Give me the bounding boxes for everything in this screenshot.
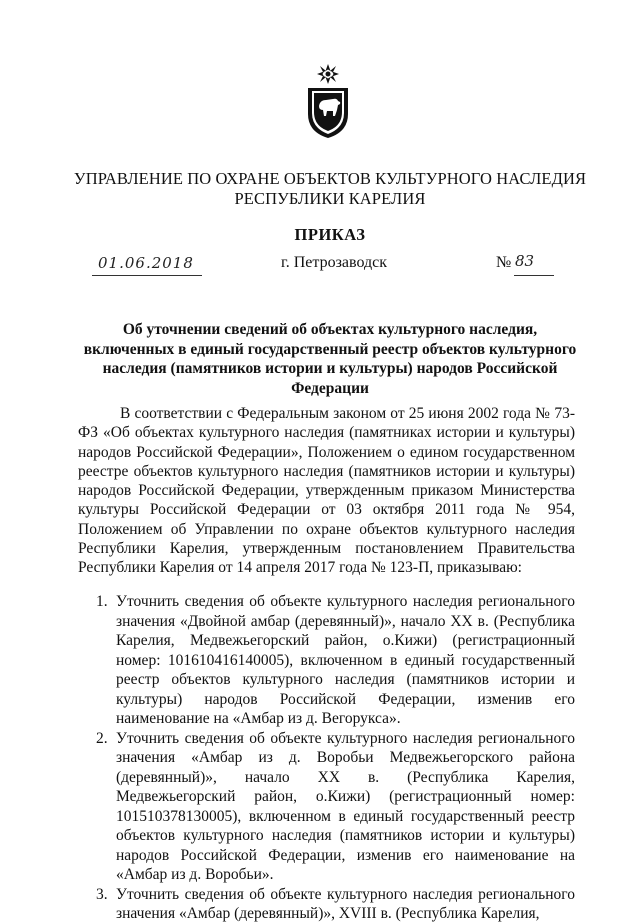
- list-item: [78, 729, 575, 885]
- list-item-text: Уточнить сведения об объекте культурного наследия регионального значения «Двойной амбар (деревянный)», начало XX в. (Республика Карелия, Медвежьегорский район, о.Кижи) (регистрационный номер: 101610416140005), включенном в единый государственный реестр объектов культурного наследия (памятников истории и культуры) народов Российской Федерации, изменив его наименование на «Амбар из д. Вегорукса».: [116, 593, 575, 727]
- list-item-number: 1.: [96, 593, 108, 610]
- order-date: 01.06.2018: [98, 254, 194, 272]
- number-underline: [514, 275, 554, 276]
- date-underline: [92, 275, 202, 276]
- order-title: ПРИКАЗ: [294, 225, 366, 244]
- organization-line-1: УПРАВЛЕНИЕ ПО ОХРАНЕ ОБЪЕКТОВ КУЛЬТУРНОГО НАСЛЕДИЯ: [73, 169, 587, 188]
- list-item-text: Уточнить сведения об объекте культурного наследия регионального значения «Амбар (деревянный)», XVIII в. (Республика Карелия,: [116, 885, 575, 922]
- order-subject: Об уточнении сведений об объектах культурного наследия, включенных в единый государственный реестр объектов культурного наследия (памятников истории и культуры) народов Российской Федерации: [83, 321, 577, 397]
- order-meta-row: [0, 251, 640, 281]
- list-item: [78, 592, 575, 729]
- order-items-list: [78, 592, 575, 924]
- order-preamble: В соответствии с Федеральным законом от 25 июня 2002 года № 73-ФЗ «Об объектах культурного наследия (памятниках истории и культуры) народов Российской Федерации», Положением о едином государственном реестре объектов культурного наследия (памятников истории и культуры) народов Российской Федерации, утвержденным приказом Министерства культуры Российской Федерации от 03 октября 2011 года № 954, Положением об Управлении по охране объектов культурного наследия Республики Карелия, утвержденным постановлением Правительства Республики Карелия от 14 апреля 2017 года № 123-П, приказываю:: [78, 405, 575, 577]
- list-item-number: 3.: [96, 885, 108, 903]
- karelia-coat-of-arms-icon: [300, 62, 356, 140]
- order-number-label: №: [496, 254, 512, 271]
- list-item-number: 2.: [96, 729, 108, 747]
- list-item: [78, 885, 575, 924]
- list-item-text: Уточнить сведения об объекте культурного наследия регионального значения «Амбар из д. Воробьи Медвежьегорского района (деревянный)», начало XX в. (Республика Карелия, Медвежьегорский район, о.Кижи) (регистрационный номер: 101510378130005), включенном в единый государственный реестр объектов культурного наследия (памятников истории и культуры) народов Российской Федерации, изменив его наименование на «Амбар из д. Воробьи».: [116, 729, 575, 883]
- order-city: г. Петрозаводск: [280, 254, 388, 271]
- organization-line-2: РЕСПУБЛИКИ КАРЕЛИЯ: [234, 189, 426, 208]
- order-number: 83: [515, 252, 535, 270]
- organization-header: [60, 169, 600, 209]
